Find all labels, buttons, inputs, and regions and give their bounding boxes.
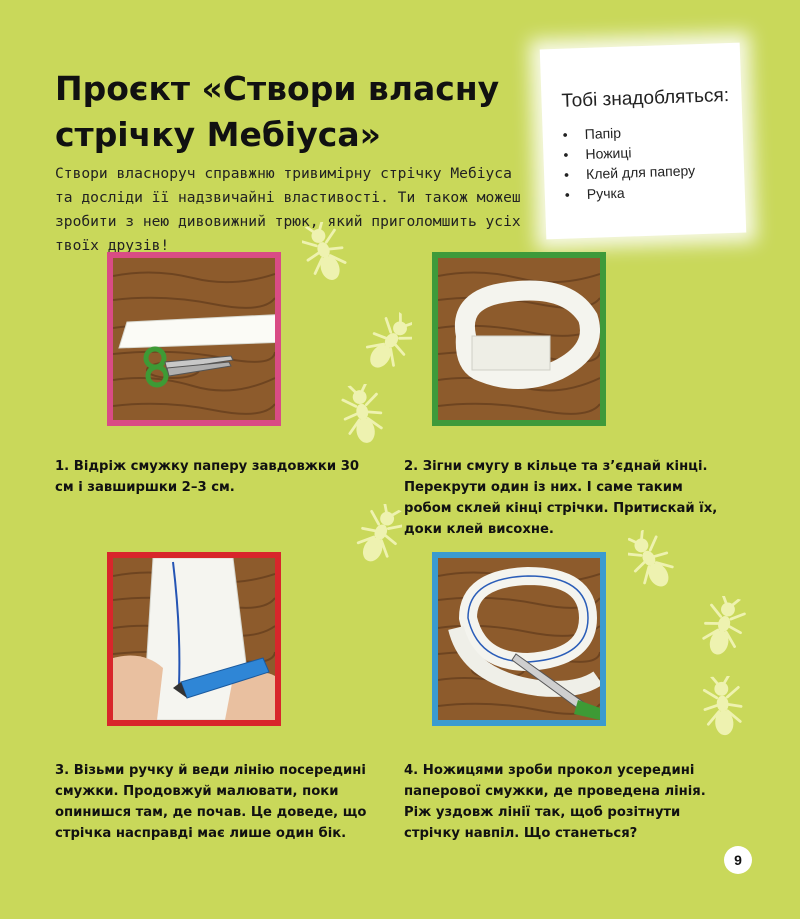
cutting-strip-illustration [438, 558, 600, 720]
materials-card [540, 43, 747, 240]
paper-strip-scissors-illustration [113, 258, 275, 420]
drawing-line-illustration [113, 558, 275, 720]
intro-text: Створи власноруч справжню тривимірну стрічку Мебіуса та досліди її надзвичайні властивості. Ти також можеш зробити з нею дивовижний трюк, який приголомшить усіх твоїх друзів! [55, 165, 521, 254]
ant-decoration-7 [700, 676, 746, 740]
ant-decoration-4 [356, 504, 402, 568]
step-2-text: 2. Зігни смугу в кільце та з’єднай кінці. Перекрути один із них. І саме таким робом склей кінці стрічки. Притискай їх, доки клей висохне. [404, 459, 718, 537]
step-4-text: 4. Ножицями зроби прокол усередині паперової смужки, де проведена лінія. Ріж уздовж лінії так, щоб розітнути стрічку навпіл. Що станеться? [404, 763, 706, 841]
step-1-photo [107, 252, 281, 426]
materials-item-scissors: • Ножиці [563, 140, 695, 165]
step-1-text: 1. Відріж смужку паперу завдовжки 30 см і завширшки 2–3 см. [55, 459, 360, 495]
materials-list [562, 120, 696, 205]
ant-decoration-3 [340, 384, 386, 448]
step-4-photo [432, 552, 606, 726]
page-number: 9 [724, 846, 752, 874]
materials-item-pen: • Ручка [564, 180, 696, 205]
step-3-text: 3. Візьми ручку й веди лінію посередині смужки. Продовжуй малювати, поки опинишся там, де почав. Це доведе, що стрічка насправді має лише один бік. [55, 763, 367, 841]
materials-title: Тобі знадобляться: [561, 84, 730, 112]
page-title: Проєкт «Створи власну стрічку Мебіуса» [55, 69, 500, 154]
paper-loop-illustration [438, 258, 600, 420]
materials-item-glue: • Клей для паперу [564, 160, 696, 185]
step-2-photo [432, 252, 606, 426]
ant-decoration-2 [366, 312, 412, 376]
materials-item-paper: • Папір [562, 120, 694, 145]
ant-decoration-6 [700, 596, 746, 660]
step-3-photo [107, 552, 281, 726]
